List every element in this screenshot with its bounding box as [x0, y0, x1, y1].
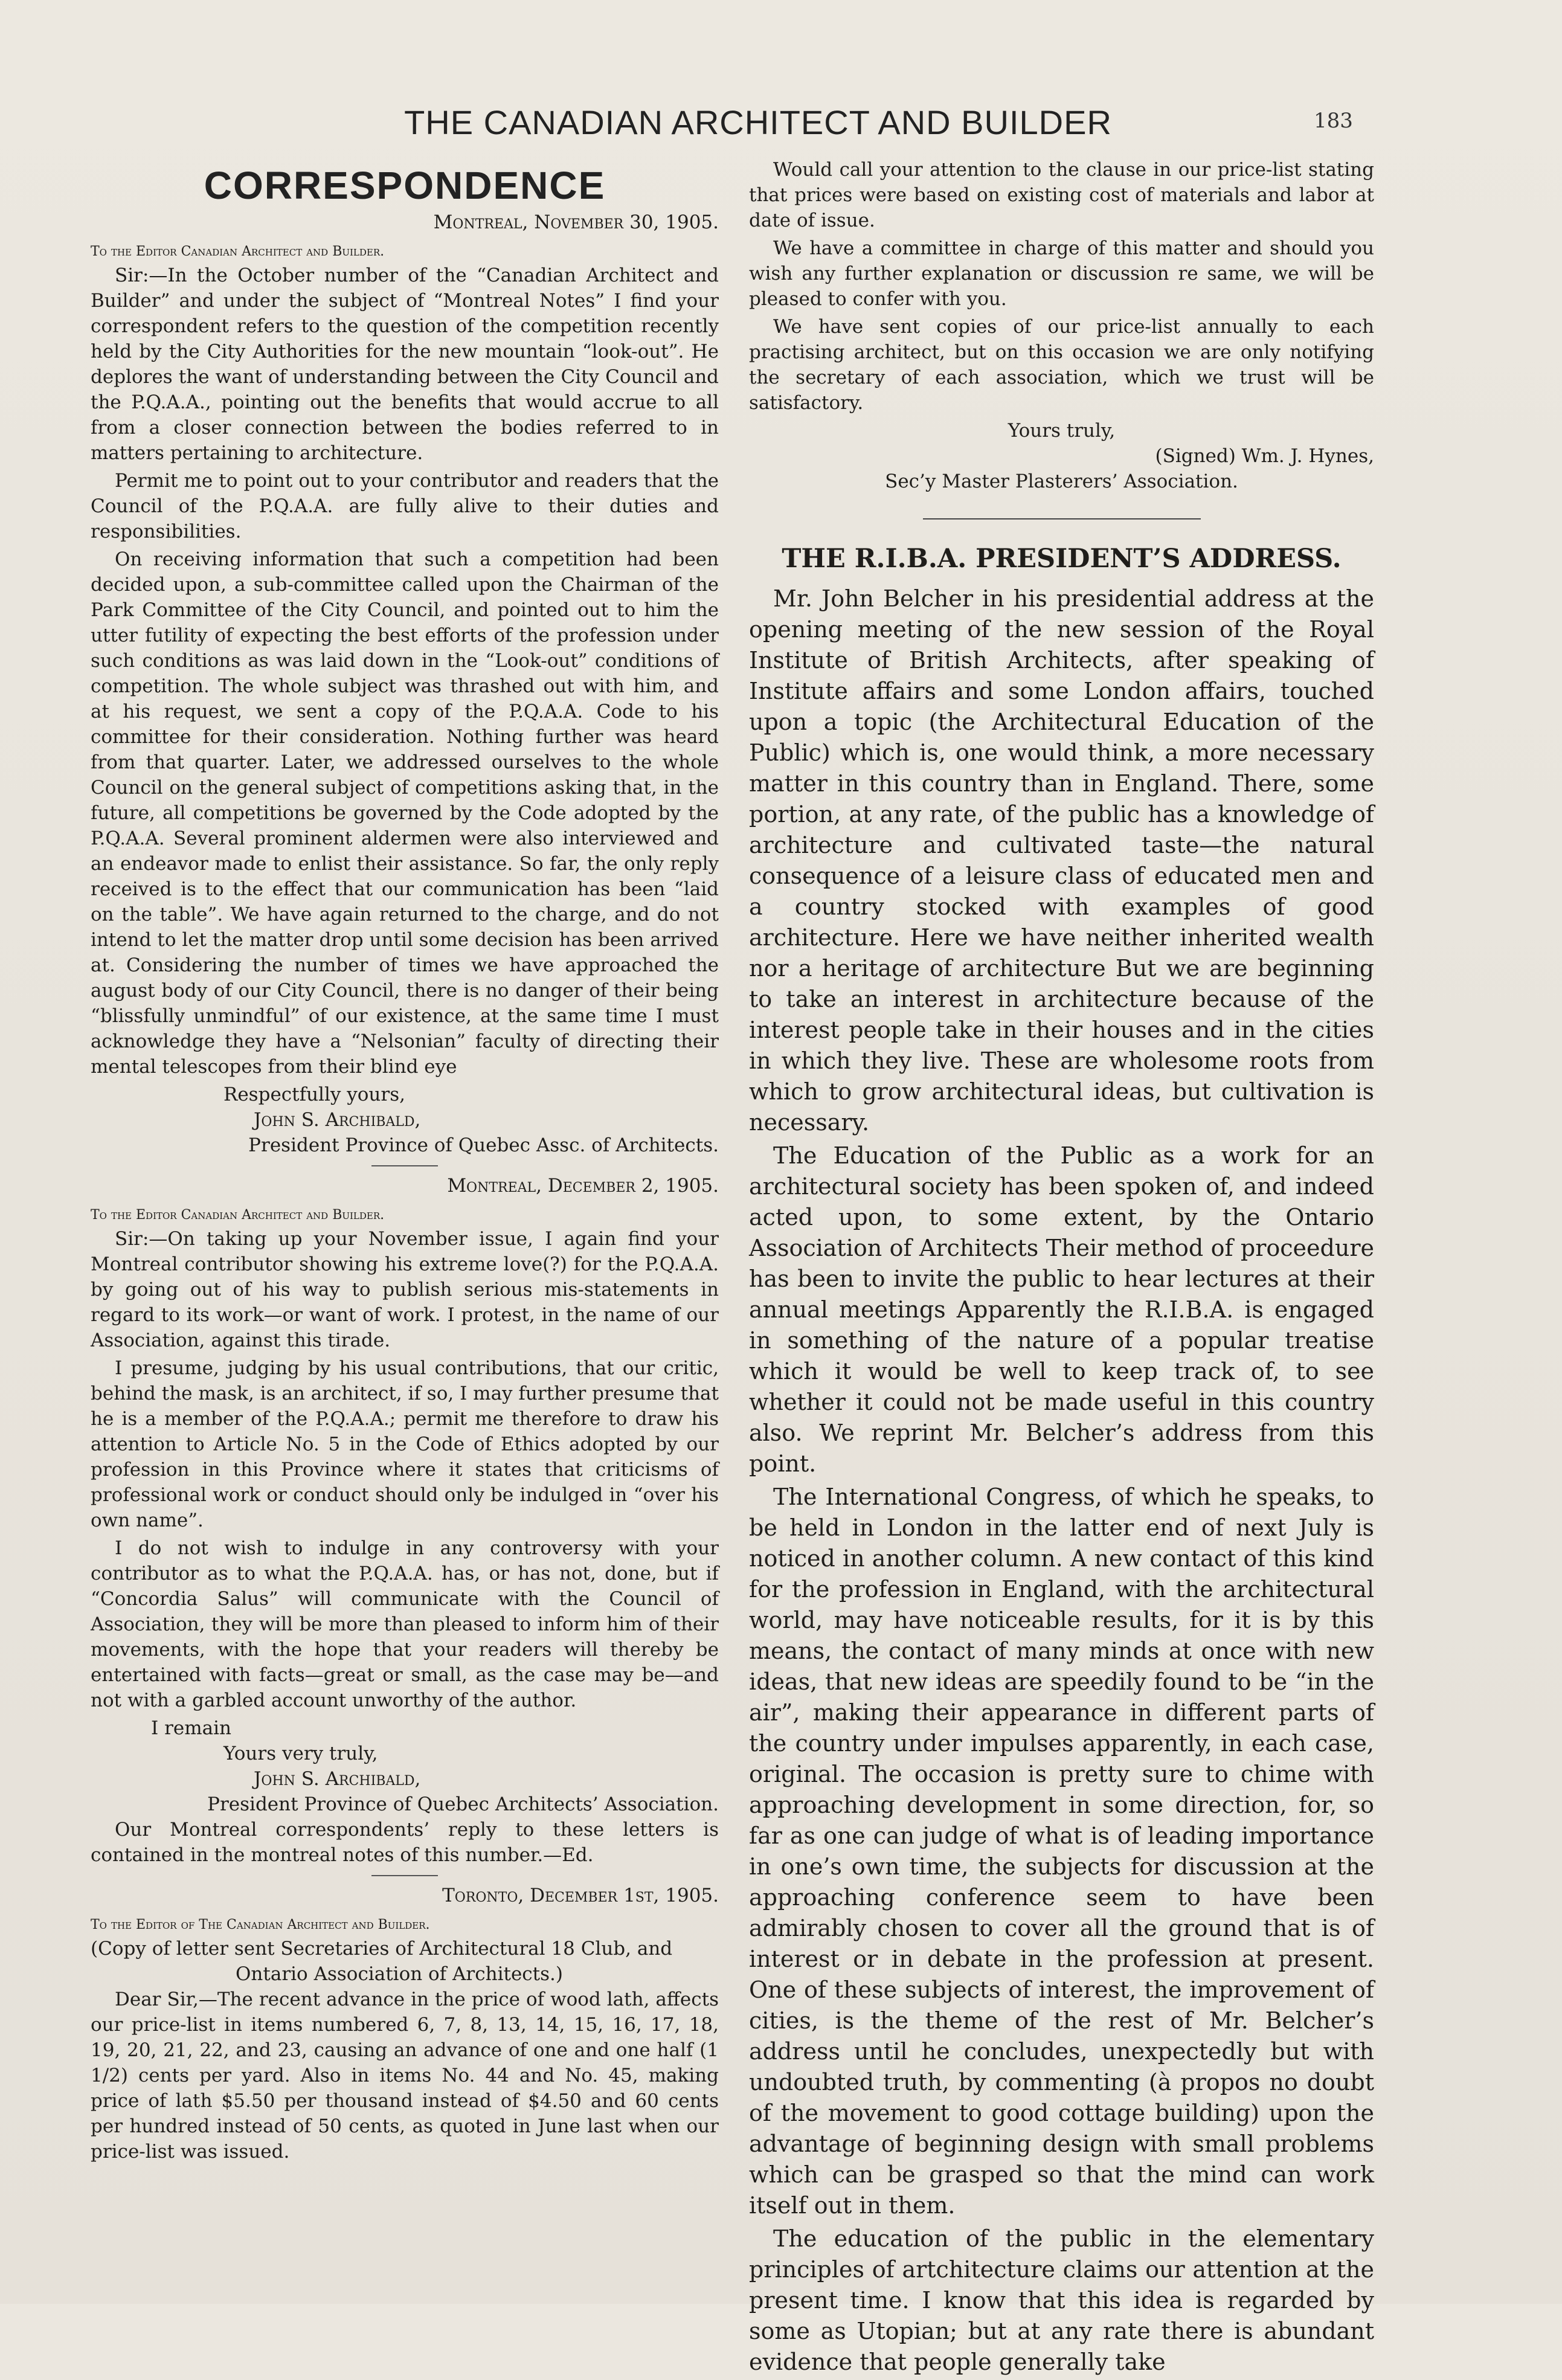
divider [371, 1875, 438, 1876]
paragraph: We have sent copies of our price-list annually to each practising architect, but on this occasion we are only notifying the secretary of each association, which we trust will be satisfactory. [749, 316, 1374, 414]
riba-article [749, 544, 1374, 2378]
signature-name: John S. Archibald, [254, 1109, 421, 1131]
letter-2 [91, 1175, 719, 1876]
copy-note: (Copy of letter sent Secretaries of Architectural 18 Club, and [91, 1938, 673, 1960]
paragraph: We have a committee in charge of this matter and should you wish any further explanation or discussion re same, we will be pleased to confer with you. [749, 237, 1374, 310]
dateline: Toronto, December 1st, 1905. [442, 1885, 719, 1906]
signature-title: Sec’y Master Plasterers’ Association. [885, 471, 1238, 492]
remain: I remain [151, 1717, 232, 1739]
editor-note: Our Montreal correspondents’ reply to these letters is contained in the montreal notes of this number.—Ed. [91, 1819, 719, 1866]
paragraph: The education of the public in the elementary principles of artchitecture claims our attention at the present time. I know that this idea is regarded by some as Utopian; but at any rate there is abundant evidence that people generally take [749, 2225, 1374, 2375]
addressee: To the Editor Canadian Architect and Builder. [91, 1208, 385, 1223]
copy-note-cont: Ontario Association of Architects.) [236, 1963, 563, 1985]
running-title: THE CANADIAN ARCHITECT AND BUILDER [404, 103, 1112, 141]
paragraph: Sir:—On taking up your November issue, I again find your Montreal contributor showing his extreme love(?) for the P.Q.A.A. by going out of his way to publish serious mis-statements in regard to its work—or want of work. I protest, in the name of our Association, against this tirade. [91, 1228, 719, 1351]
paragraph: Mr. John Belcher in his presidential address at the opening meeting of the new session of the Royal Institute of British Architects, after speaking of Institute affairs and some London affairs, touched upon a topic (the Architectural Education of the Public) which is, one would think, a more necessary matter in this country than in England. There, some portion, at any rate, of the public has a knowledge of architecture and cultivated taste—the natural consequence of a leisure class of educated men and a country stocked with examples of good architecture. Here we have neither inherited wealth nor a heritage of architecture But we are beginning to take an interest in architecture because of the interest people take in their houses and in the cities in which they live. These are wholesome roots from which to grow architectural ideas, but cultivation is necessary. [749, 585, 1374, 1136]
left-column [91, 163, 719, 2167]
dateline: Montreal, December 2, 1905. [447, 1175, 719, 1197]
article-heading: THE R.I.B.A. PRESIDENT’S ADDRESS. [782, 544, 1342, 574]
right-column [749, 157, 1374, 2380]
paragraph: On receiving information that such a competition had been decided upon, a sub-committee called upon the Chairman of the Park Committee of the City Council, and pointed out to him the utter futility of expecting the best efforts of the profession under such conditions as was laid down in the “Look-out” conditions of competition. The whole subject was thrashed out with him, and at his request, we sent a copy of the P.Q.A.A. Code to his committee for their consideration. Nothing further was heard from that quarter. Later, we addressed ourselves to the whole Council on the general subject of competitions asking that, in the future, all competitions be governed by the Code adopted by the P.Q.A.A. Several prominent aldermen were also interviewed and an endeavor made to enlist their assistance. So far, the only reply received is to the effect that our communication has been “laid on the table”. We have again returned to the charge, and do not intend to let the matter drop until some decision has been arrived at. Considering the number of times we have approached the august body of our City Council, there is no danger of their being “blissfully unmindful” of our existence, at the same time I must acknowledge they have a “Nelsonian” faculty of directing their mental telescopes from their blind eye [91, 548, 719, 1078]
signature-name: (Signed) Wm. J. Hynes, [1155, 445, 1374, 467]
paragraph: Permit me to point out to your contributor and readers that the Council of the P.Q.A.A. are fully alive to their duties and responsibilities. [91, 470, 719, 542]
paragraph: I presume, judging by his usual contributions, that our critic, behind the mask, is an architect, if so, I may further presume that he is a member of the P.Q.A.A.; permit me therefore to draw his attention to Article No. 5 in the Code of Ethics adopted by our profession in this Province where it states that criticisms of professional work or conduct should only be indulged in “over his own name”. [91, 1357, 719, 1531]
paragraph: The International Congress, of which he speaks, to be held in London in the latter end of next July is noticed in another column. A new contact of this kind for the profession in England, with the architectural world, may have noticeable results, for it is by this means, the contact of many minds at once with new ideas, that new ideas are speedily found to be “in the air”, making their appearance in different parts of the country under impulses apparently, in each case, original. The occasion is pretty sure to chime with approaching development in some direction, for, so far as one can judge of what is of leading importance in one’s own time, the subjects for discussion at the approaching conference seem to have been admirably chosen to cover all the ground that is of interest or in debate in the profession at present. One of these subjects of interest, the improvement of cities, is the theme of the rest of Mr. Belcher’s address until he concludes, unexpectedly but with undoubted truth, by commenting (à propos no doubt of the movement to good cottage building) upon the advantage of beginning design with small problems which can be grasped so that the mind can work itself out in them. [749, 1484, 1374, 2219]
closing: Respectfully yours, [223, 1084, 405, 1105]
paragraph: Would call your attention to the clause in our price-list stating that prices were based on existing cost of materials and labor at date of issue. [749, 159, 1374, 231]
addressee: To the Editor of The Canadian Architect and Builder. [91, 1917, 430, 1932]
signature-title: President Province of Quebec Architects’ Association. [207, 1793, 719, 1815]
paragraph: The Education of the Public as a work for an architectural society has been spoken of, and indeed acted upon, to some extent, by the Ontario Association of Architects Their method of proceedure has been to invite the public to hear lectures at their annual meetings Apparently the R.I.B.A. is engaged in something of the nature of a popular treatise which it would be well to keep track of, to see whether it could not be made useful in this country also. We reprint Mr. Belcher’s address from this point. [749, 1142, 1374, 1477]
paragraph: I do not wish to indulge in any controversy with your contributor as to what the P.Q.A.A. has, or has not, done, but if “Concordia Salus” will communicate with the Council of Association, they will be more than pleased to inform him of their movements, with the hope that your readers will thereby be entertained with facts—great or small, as the case may be—and not with a garbled account unworthy of the author. [91, 1537, 719, 1711]
paragraph: Sir:—In the October number of the “Canadian Architect and Builder” and under the subject of “Montreal Notes” I find your correspondent refers to the question of the competition recently held by the City Authorities for the new mountain “look-out”. He deplores the want of understanding between the City Council and the P.Q.A.A., pointing out the benefits that would accrue to all from a closer connection between the bodies referred to in matters pertaining to architecture. [91, 265, 719, 464]
letter-3-continued [749, 157, 1374, 494]
letter-3 [91, 1885, 719, 2164]
signature-name: John S. Archibald, [254, 1768, 421, 1790]
signature-title: President Province of Quebec Assc. of Architects. [248, 1134, 719, 1156]
closing: Yours truly, [1008, 420, 1116, 442]
correspondence-heading: CORRESPONDENCE [204, 164, 606, 207]
divider [371, 1165, 438, 1166]
addressee: To the Editor Canadian Architect and Builder. [91, 244, 385, 259]
page-number: 183 [1314, 109, 1353, 133]
letter-1 [91, 211, 719, 1166]
section-divider [923, 518, 1201, 519]
paragraph: Dear Sir,—The recent advance in the price of wood lath, affects our price-list in items numbered 6, 7, 8, 13, 14, 15, 16, 17, 18, 19, 20, 21, 22, and 23, causing an advance of one and one half (1 1/2) cents per yard. Also in items No. 44 and No. 45, making price of lath $5.50 per thousand instead of $4.50 and 60 cents per hundred instead of 50 cents, as quoted in June last when our price-list was issued. [91, 1989, 719, 2163]
dateline: Montreal, November 30, 1905. [433, 211, 719, 233]
closing: Yours very truly, [223, 1743, 378, 1764]
